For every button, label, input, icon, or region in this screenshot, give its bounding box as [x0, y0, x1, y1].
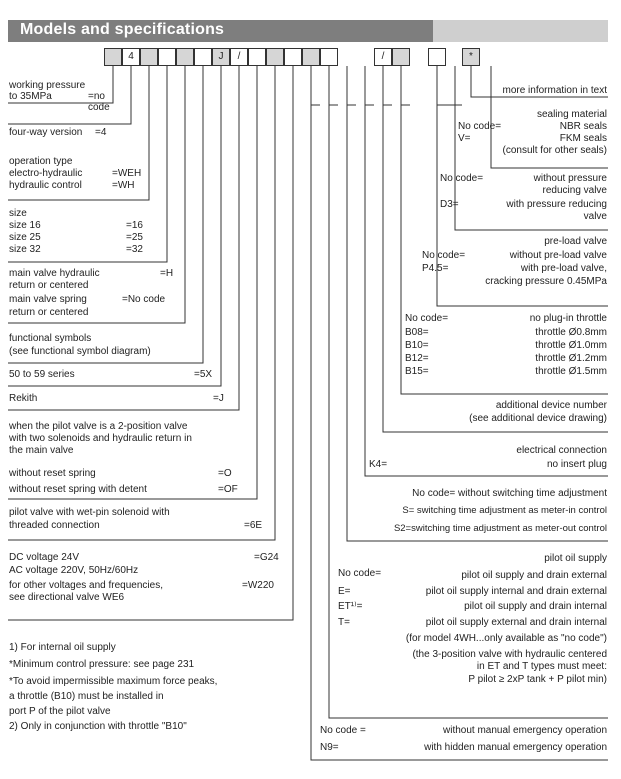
- preload-with: with pre-load valve,: [520, 263, 607, 274]
- sealing-material-title: sealing material: [536, 109, 607, 120]
- pilot-oil-supply-title: pilot oil supply: [544, 553, 607, 564]
- pilot-valve-desc-3: the main valve: [9, 445, 74, 456]
- pilot-oil-note-2: (the 3-position valve with hydraulic centered: [412, 649, 607, 660]
- rekith-code: =J: [213, 393, 224, 404]
- dc-voltage-label: DC voltage 24V: [9, 552, 80, 563]
- ac-voltage-label: AC voltage 220V, 50Hz/60Hz: [9, 565, 139, 576]
- pilot-valve-desc-1: when the pilot valve is a 2-position valve: [9, 421, 188, 432]
- electro-hydraulic-code: =WEH: [112, 168, 142, 179]
- working-pressure-code: =no: [88, 91, 105, 102]
- additional-device-title: additional device number: [495, 400, 607, 411]
- pilot-oil-e-value: pilot oil supply internal and drain external: [425, 586, 607, 597]
- throttle-b10-value: throttle Ø1.0mm: [535, 340, 607, 351]
- preload-p45-code: P4.5=: [422, 263, 449, 274]
- preload-no-code: No code=: [422, 250, 466, 261]
- electrical-k4-code: K4=: [369, 459, 388, 470]
- pilot-oil-t-value: pilot oil supply external and drain internal: [425, 617, 607, 628]
- pilot-oil-note-4: P pilot ≥ 2xP tank + P pilot min): [468, 674, 607, 685]
- functional-symbols-label: functional symbols: [9, 333, 92, 344]
- throttle-b12-value: throttle Ø1.2mm: [535, 353, 607, 364]
- pilot-oil-note-1: (for model 4WH...only available as "no code"): [405, 633, 607, 644]
- size-32-label: size 32: [9, 244, 41, 255]
- manual-emergency-no-code: No code =: [320, 725, 366, 736]
- electrical-no-insert-plug: no insert plug: [546, 459, 607, 470]
- footnote-2: *Minimum control pressure: see page 231: [9, 659, 195, 670]
- size-32-code: =32: [126, 244, 143, 255]
- footnote-1: 1) For internal oil supply: [9, 642, 116, 653]
- manual-emergency-without: without manual emergency operation: [443, 725, 607, 736]
- section-title: Models and specifications: [20, 21, 225, 38]
- size-16-code: =16: [126, 220, 143, 231]
- seal-no-code: No code=: [458, 121, 502, 132]
- rekith-label: Rekith: [9, 393, 38, 404]
- electrical-connection-title: electrical connection: [516, 445, 607, 456]
- switching-time-meter-in: S= switching time adjustment as meter-in control: [402, 505, 607, 516]
- main-valve-spring-code: =No code: [122, 294, 166, 305]
- pilot-oil-e-code: E=: [338, 586, 351, 597]
- threaded-connection-label: threaded connection: [9, 520, 100, 531]
- size-25-label: size 25: [9, 232, 41, 243]
- dc-voltage-code: =G24: [254, 552, 279, 563]
- main-valve-spring-label: main valve spring: [9, 294, 87, 305]
- switching-time-meter-out: S2=switching time adjustment as meter-out control: [393, 523, 607, 534]
- without-reset-spring-detent-label: without reset spring with detent: [9, 484, 147, 495]
- prv-with-2: valve: [583, 211, 607, 222]
- pilot-oil-et-code: ET¹⁾=: [338, 601, 363, 612]
- series-code: =5X: [194, 369, 213, 380]
- pilot-oil-t-code: T=: [338, 617, 350, 628]
- main-valve-hydraulic-label-2: return or centered: [9, 280, 89, 291]
- working-pressure-code-2: code: [88, 102, 110, 113]
- size-25-code: =25: [126, 232, 143, 243]
- wet-pin-solenoid-label: pilot valve with wet-pin solenoid with: [9, 507, 170, 518]
- manual-emergency-n9-code: N9=: [320, 742, 339, 753]
- prv-with: with pressure reducing: [506, 199, 607, 210]
- preload-cracking: cracking pressure 0.45MPa: [485, 276, 607, 287]
- seal-v-code: V=: [458, 133, 471, 144]
- code-box-14: /: [374, 48, 392, 66]
- switching-time-none: No code= without switching time adjustment: [412, 488, 607, 499]
- footnote-5: port P of the pilot valve: [9, 706, 111, 717]
- pilot-oil-note-3: in ET and T types must meet:: [476, 661, 607, 672]
- prv-no-code: No code=: [440, 173, 484, 184]
- see-directional-valve: see directional valve WE6: [9, 592, 125, 603]
- manual-emergency-hidden: with hidden manual emergency operation: [424, 742, 607, 753]
- throttle-b12: B12=: [405, 353, 429, 364]
- preload-valve-title: pre-load valve: [544, 236, 607, 247]
- without-reset-spring-detent-code: =OF: [218, 484, 238, 495]
- prv-without: without pressure: [533, 173, 607, 184]
- code-box-7: J: [212, 48, 230, 66]
- pilot-valve-desc-2: with two solenoids and hydraulic return in: [9, 433, 192, 444]
- footnote-3: *To avoid impermissible maximum force peaks,: [9, 676, 218, 687]
- more-information-label: more information in text: [502, 85, 607, 96]
- footnote-4: a throttle (B10) must be installed in: [9, 691, 164, 702]
- hydraulic-control-code: =WH: [112, 180, 135, 191]
- electro-hydraulic-label: electro-hydraulic: [9, 168, 83, 179]
- prv-without-2: reducing valve: [542, 185, 607, 196]
- main-valve-spring-label-2: return or centered: [9, 307, 89, 318]
- main-valve-hydraulic-code: =H: [160, 268, 174, 279]
- working-pressure-label: working pressure: [9, 80, 86, 91]
- footnote-6: 2) Only in conjunction with throttle "B10": [9, 721, 187, 732]
- main-valve-hydraulic-label: main valve hydraulic: [9, 268, 100, 279]
- threaded-connection-code: =6E: [244, 520, 263, 531]
- size-16-label: size 16: [9, 220, 41, 231]
- additional-device-note: (see additional device drawing): [469, 413, 607, 424]
- throttle-b15-value: throttle Ø1.5mm: [535, 366, 607, 377]
- seal-nbr: NBR seals: [559, 121, 607, 132]
- size-label: size: [9, 208, 27, 219]
- seal-fkm: FKM seals: [559, 133, 607, 144]
- code-box-8: /: [230, 48, 248, 66]
- seal-note: (consult for other seals): [502, 145, 607, 156]
- prv-d3-code: D3=: [440, 199, 459, 210]
- pilot-oil-no-code: No code=: [338, 568, 382, 579]
- working-pressure-label-2: to 35MPa: [9, 91, 52, 102]
- throttle-no-code: No code=: [405, 313, 449, 324]
- without-reset-spring-label: without reset spring: [9, 468, 96, 479]
- preload-without: without pre-load valve: [509, 250, 607, 261]
- throttle-b10: B10=: [405, 340, 429, 351]
- code-box-17: *: [462, 48, 480, 66]
- pilot-oil-et-value: pilot oil supply and drain internal: [464, 601, 607, 612]
- hydraulic-control-label: hydraulic control: [9, 180, 82, 191]
- throttle-b08-value: throttle Ø0.8mm: [535, 327, 607, 338]
- without-reset-spring-code: =O: [218, 468, 232, 479]
- throttle-b08: B08=: [405, 327, 429, 338]
- code-box-2: 4: [122, 48, 140, 66]
- throttle-b15: B15=: [405, 366, 429, 377]
- four-way-label: four-way version: [9, 127, 83, 138]
- pilot-oil-external: pilot oil supply and drain external: [461, 570, 607, 581]
- functional-symbols-note: (see functional symbol diagram): [9, 346, 151, 357]
- other-voltages-label: for other voltages and frequencies,: [9, 580, 163, 591]
- four-way-code: =4: [95, 127, 107, 138]
- ac-voltage-code: =W220: [242, 580, 274, 591]
- series-label: 50 to 59 series: [9, 369, 75, 380]
- operation-type-label: operation type: [9, 156, 73, 167]
- throttle-none: no plug-in throttle: [529, 313, 607, 324]
